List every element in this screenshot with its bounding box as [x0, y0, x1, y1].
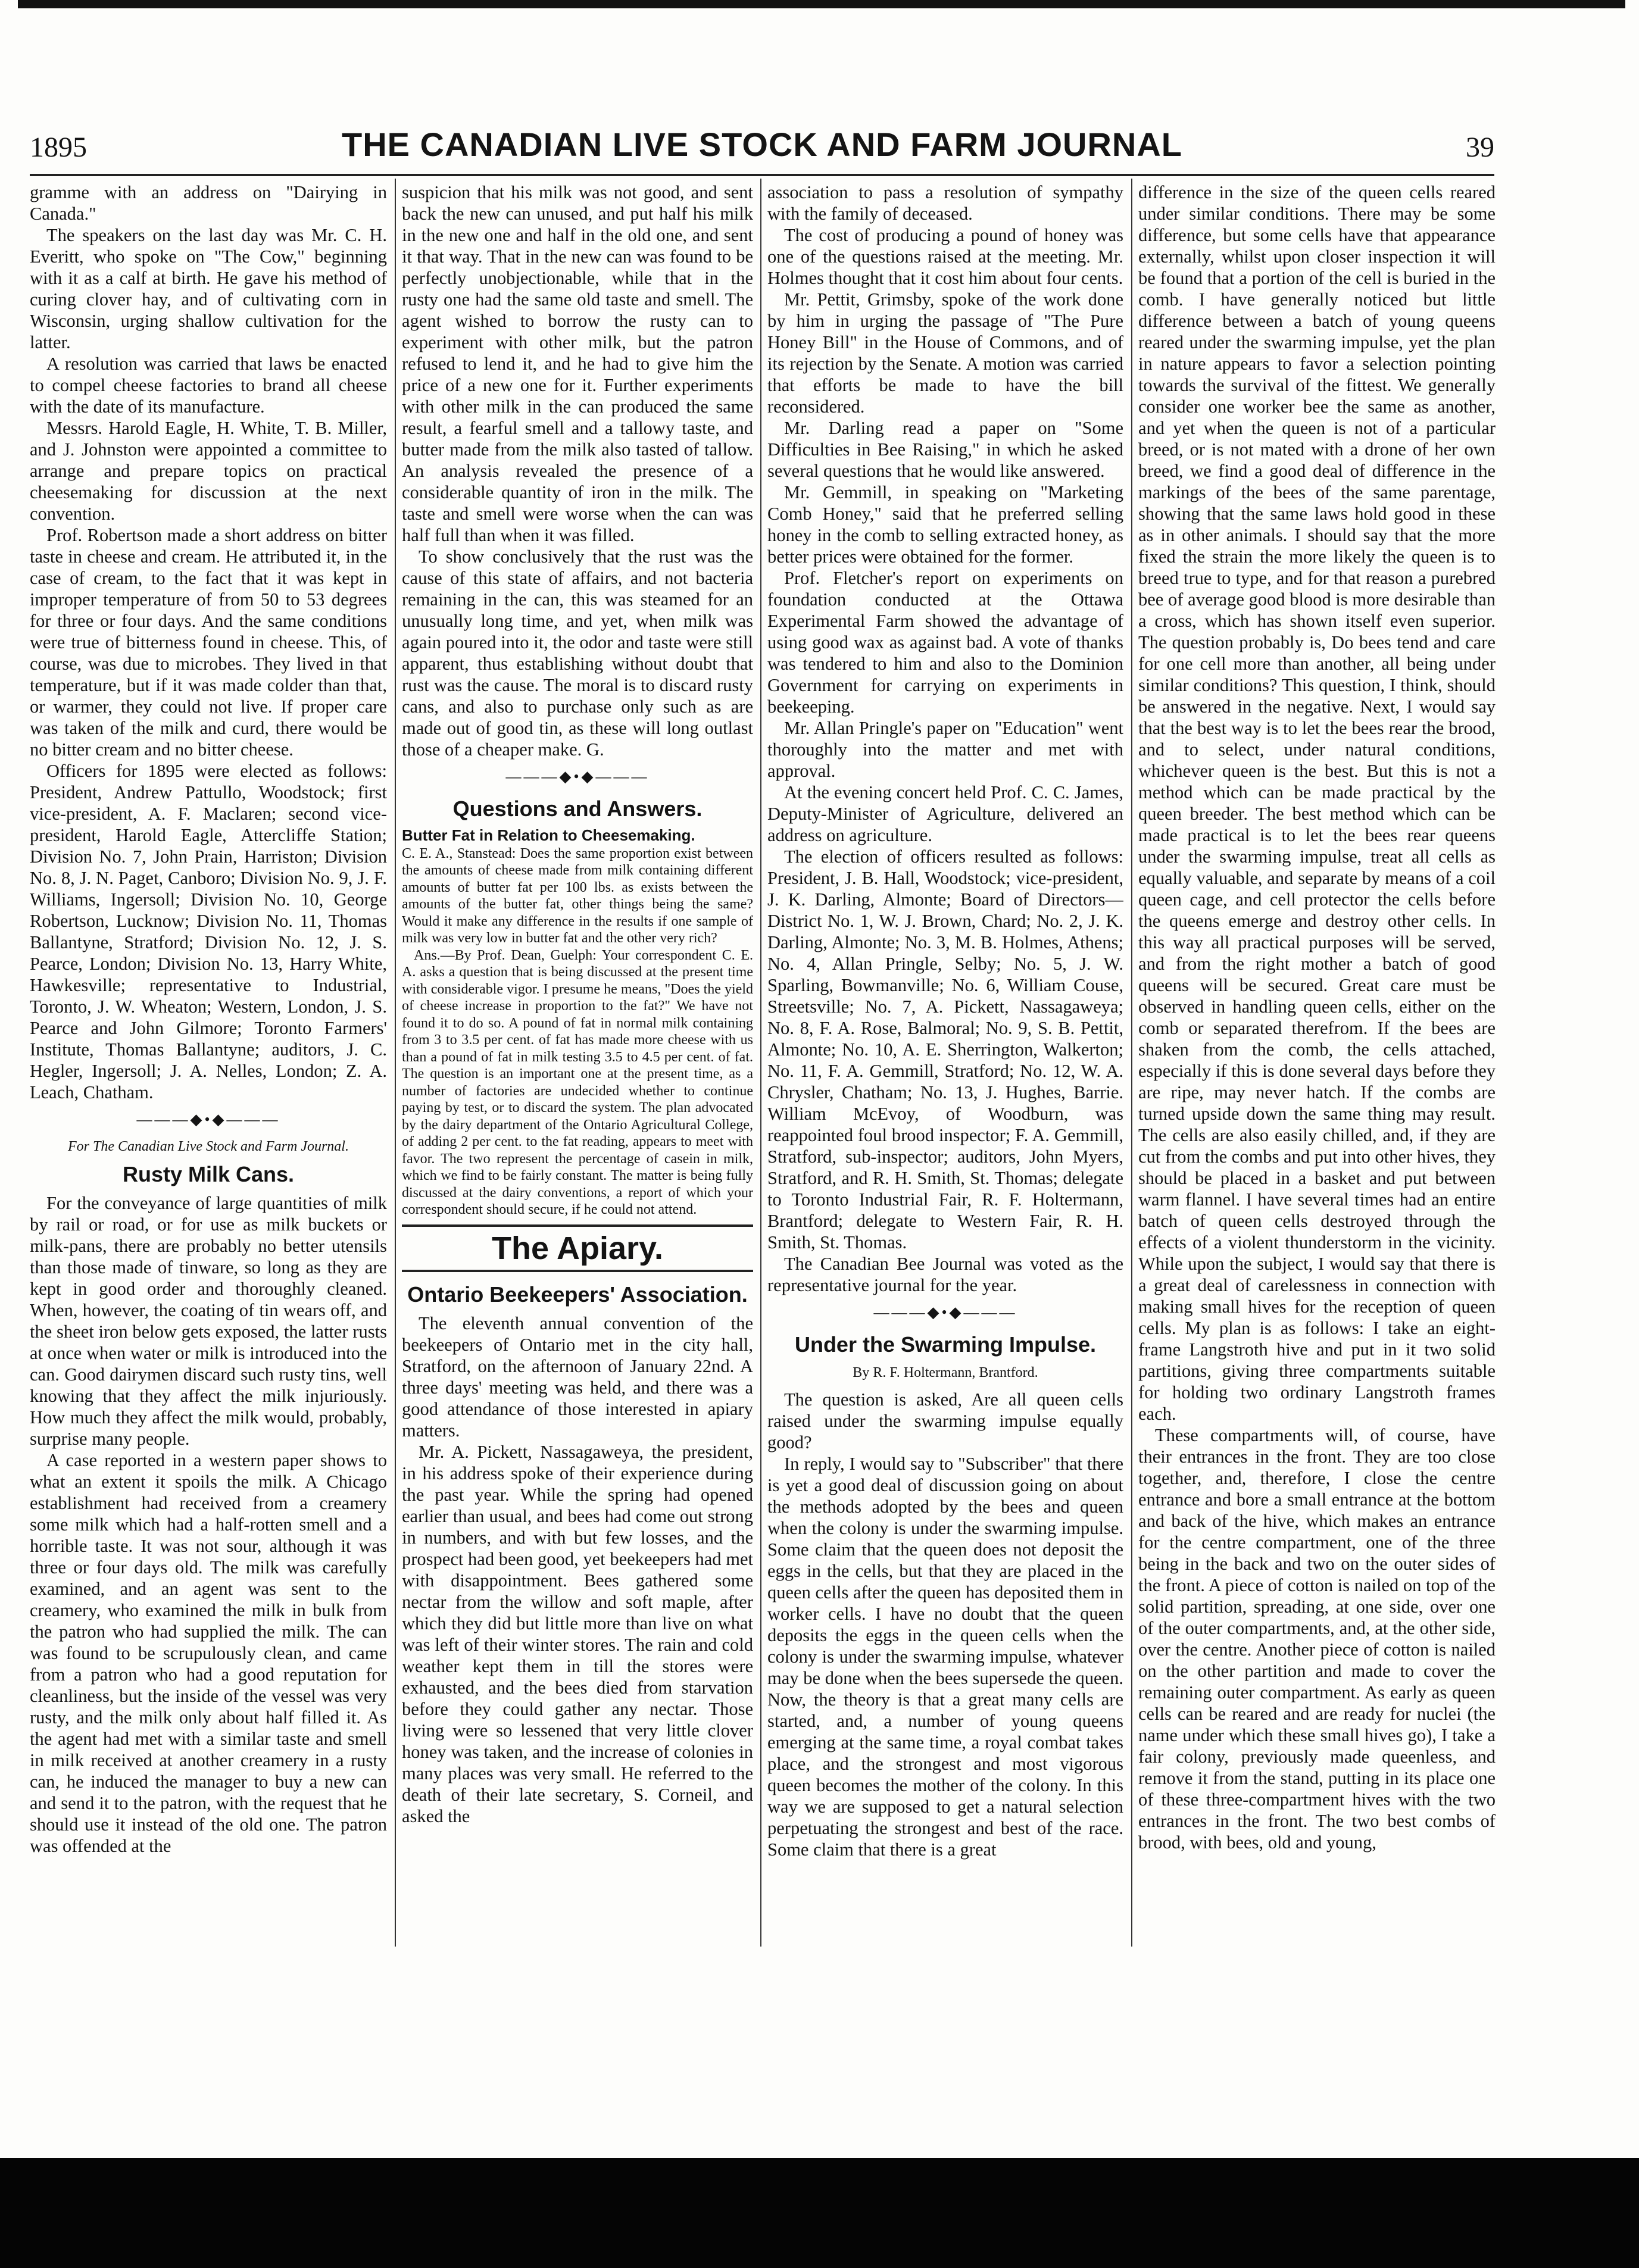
column-divider	[395, 179, 396, 1947]
article-title-rusty-milk-cans: Rusty Milk Cans.	[122, 1162, 295, 1186]
paragraph: difference in the size of the queen cells reared under similar conditions. There may be some difference, but some cells have that appearance externally, whilst upon closer inspection it will be found that a portion of the cell is buried in the comb. I have generally noticed but little difference between a batch of young queens reared under the swarming impulse, yet the plan in nature appears to favor a selection pointing towards the survival of the fittest. We generally consider one worker bee the same as another, and yet when the queen is not of a particular breed, or is not mated with a drone of her own breed, we find a good deal of difference in the markings of the bees of the same parentage, showing that the same laws hold good in these as in other animals. I should say that the more fixed the strain the more likely the queen is to breed true to type, and for that reason a purebred bee of average good blood is more desirable than a cross, which has shown itself even superior. The question probably is, Do bees tend and care for one cell more than another, all being under similar conditions? This question, I think, should be answered in the negative. Next, I would say that the best way is to let the bees rear the brood, and to select, under natural conditions, whichever queen is the best. But this is not a method which can be made practical by the queen breeder. The best method which can be made practical is to let the bees rear queens under the swarming impulse, treat all cells as equally valuable, and separate by means of a coil queen cage, and cell protector the cells before the queens emerge and destroy other cells. In this way all practical purposes will be served, and from the right mother a batch of good queens will be secured. Great care must be observed in handling queen cells, either on the comb or separated therefrom. If the bees are shaken from the comb, the cells attached, especially if this is done several days before they are ripe, may never hatch. If the combs are turned upside down the same thing may result. The cells are also easily chilled, and, if they are cut from the combs and put into other hives, they should be placed in a basket and put between warm flannel. I have several times had an entire batch of queen cells destroyed through the effects of a violent thunderstorm in the vicinity. While upon the subject, I would say that there is a great deal of carelessness in connection with making small hives for the reception of queen cells. My plan is as follows: I take an eight-frame Langstroth hive and put in it two solid partitions, giving three compartments suitable for holding two ordinary Langstroth frames each.	[1138, 182, 1496, 1424]
column-divider	[760, 179, 761, 1947]
paragraph: In reply, I would say to "Subscriber" that there is yet a good deal of discussion going on about the methods adopted by the bees and queen when the colony is under the swarming impulse. Some claim that the queen does not deposit the eggs in the cells, but that they are placed in the queen cells after the queen has deposited them in worker cells. I have no doubt that the queen deposits the eggs in the queen cells when the colony is under the swarming impulse, whatever may be done when the bees supersede the queen. Now, the theory is that a great many cells are started, and, a number of young queens emerging at the same time, a royal combat takes place, and the strongest and most vigorous queen becomes the mother of the colony. In this way we are supposed to get a natural selection perpetuating the strongest and best of the race. Some claim that there is a great	[767, 1454, 1123, 1860]
paragraph: Mr. Pettit, Grimsby, spoke of the work done by him in urging the passage of "The Pure Honey Bill" in the House of Commons, and of its rejection by the Senate. A motion was carried that efforts be made to have the bill reconsidered.	[767, 289, 1123, 417]
paragraph: The election of officers resulted as follows: President, J. B. Hall, Woodstock; vice-president, J. K. Darling, Almonte; Board of Directors—District No. 1, W. J. Brown, Chard; No. 2, J. K. Darling, Almonte; No. 3, M. B. Holmes, Athens; No. 4, Allan Pringle, Selby; No. 5, J. W. Sparling, Bowmanville; No. 6, William Couse, Streetsville; No. 7, A. Pickett, Nassagaweya; No. 8, F. A. Rose, Balmoral; No. 9, S. B. Pettit, Almonte; No. 10, A. E. Sherrington, Walkerton; No. 11, F. A. Gemmill, Stratford; No. 12, W. A. Chrysler, Chatham; No. 13, J. Hughes, Barrie. William McEvoy, of Woodburn, was reappointed foul brood inspector; F. A. Gemmill, Stratford, sub-inspector; auditors, John Myers, Stratford, and R. H. Smith, St. Thomas; delegate to Toronto Industrial Fair, R. F. Holtermann, Brantford; delegate to Western Fair, R. H. Smith, St. Thomas.	[767, 846, 1123, 1252]
paragraph: Messrs. Harold Eagle, H. White, T. B. Miller, and J. Johnston were appointed a committee to arrange and prepare topics on practical cheesemaking for discussion at the next convention.	[30, 418, 387, 524]
section-ornament: ———◆•◆———	[873, 1304, 1017, 1321]
column-3	[767, 182, 1123, 1944]
paragraph: For the conveyance of large quantities of milk by rail or road, or for use as milk buckets or milk-pans, there are probably no better utensils than those made of tinware, so long as they are kept in good order and thoroughly cleaned. When, however, the coating of tin wears off, and the sheet iron below gets exposed, the latter rusts at once when water or milk is introduced into the can. Good dairymen discard such rusty tins, well knowing that they affect the milk injuriously. How much they affect the milk would, probably, surprise many people.	[30, 1193, 387, 1449]
section-ornament: ———◆•◆———	[505, 768, 650, 785]
question-title: Butter Fat in Relation to Cheesemaking.	[402, 826, 695, 844]
column-divider	[1131, 179, 1132, 1947]
paragraph: The eleventh annual convention of the beekeepers of Ontario met in the city hall, Stratford, on the afternoon of January 22nd. A three days' meeting was held, and there was a good attendance of those interested in apiary matters.	[402, 1313, 753, 1441]
column-2	[402, 182, 753, 1944]
paragraph: Mr. Darling read a paper on "Some Difficulties in Bee Raising," in which he asked several questions that he would like answered.	[767, 418, 1123, 481]
paragraph: To show conclusively that the rust was the cause of this state of affairs, and not bacteria remaining in the can, this was steamed for an unusually long time, and yet, when milk was again poured into it, the odor and taste were still apparent, thus establishing without doubt that rust was the cause. The moral is to discard rusty cans, and also to purchase only such as are made out of good tin, as these will long outlast those of a cheaper make. G.	[402, 546, 753, 760]
column-4	[1138, 182, 1496, 1944]
section-title-questions-answers: Questions and Answers.	[452, 796, 703, 821]
paragraph: The speakers on the last day was Mr. C. H. Everitt, who spoke on "The Cow," beginning with it as a calf at birth. He gave his method of curing clover hay, and of cultivating corn in Wisconsin, urging shallow cultivation for the latter.	[30, 225, 387, 352]
paragraph: A resolution was carried that laws be enacted to compel cheese factories to brand all cheese with the date of its manufacture.	[30, 354, 387, 417]
paragraph: Mr. Allan Pringle's paper on "Education" went thoroughly into the matter and met with approval.	[767, 718, 1123, 781]
paragraph: Prof. Fletcher's report on experiments on foundation conducted at the Ottawa Experimental Farm showed the advantage of using good wax as against bad. A vote of thanks was tendered to him and also to the Dominion Government for carrying on experiments in beekeeping.	[767, 568, 1123, 717]
column-1	[30, 182, 387, 1944]
answer-text: Ans.—By Prof. Dean, Guelph: Your correspondent C. E. A. asks a question that is being discussed at the present time with considerable vigor. I presume he means, "Does the yield of cheese increase in proportion to the fat?" We have not found it to do so. A pound of fat in normal milk containing from 3 to 3.5 per cent. of fat has made more cheese with us than a pound of fat in milk testing 3.5 to 4.5 per cent. of fat. The question is an important one at the present time, as a number of factories are undecided whether to continue paying by test, or to discard the system. The plan advocated by the dairy department of the Ontario Agricultural College, of adding 2 per cent. to the fat reading, appears to meet with favor. The two represent the percentage of casein in milk, which we find to be fairly constant. The matter is being fully discussed at the dairy conventions, a report of which your correspondent should secure, if he could not attend.	[402, 947, 753, 1217]
page-number: 39	[1466, 132, 1494, 163]
paragraph: These compartments will, of course, have their entrances in the front. They are too close together, and, therefore, I close the centre entrance and bore a small entrance at the bottom and back of the hive, which makes an entrance for the centre compartment, one of the three being in the back and two on the outer sides of the front. A piece of cotton is nailed on top of the solid partition, spreading, at one side, over one of the outer compartments, and, at the other side, over the centre. Another piece of cotton is nailed on the other partition and made to cover the remaining outer compartment. As early as queen cells can be reared and are ready for nuclei (the name under which these small hives go), I take a fair colony, previously made queenless, and remove it from the stand, putting in its place one of these three-compartment hives with the two entrances in the front. The two best combs of brood, with bees, old and young,	[1138, 1425, 1496, 1852]
article-title-beekeepers: Ontario Beekeepers' Association.	[407, 1282, 748, 1307]
article-title-swarming-impulse: Under the Swarming Impulse.	[794, 1332, 1097, 1357]
attribution-line: For The Canadian Live Stock and Farm Journal.	[68, 1139, 349, 1154]
section-ornament: ———◆•◆———	[136, 1111, 280, 1128]
paragraph: The cost of producing a pound of honey was one of the questions raised at the meeting. Mr. Holmes thought that it cost him about four cents.	[767, 225, 1123, 288]
question-text: C. E. A., Stanstead: Does the same proportion exist between the amounts of cheese made from milk containing different amounts of butter fat per 100 lbs. as exists between the amounts of the butter fat, other things being the same? Would it make any difference in the results if one sample of milk was very low in butter fat and the other very rich?	[402, 845, 753, 946]
top-border-rule	[18, 0, 1625, 8]
paragraph: association to pass a resolution of sympathy with the family of deceased.	[767, 182, 1123, 224]
paragraph: The Canadian Bee Journal was voted as the representative journal for the year.	[767, 1254, 1123, 1295]
header-rule	[30, 174, 1494, 176]
header-year: 1895	[30, 132, 87, 163]
qa-block	[402, 827, 753, 1219]
paragraph: The question is asked, Are all queen cells raised under the swarming impulse equally good?	[767, 1389, 1123, 1452]
paragraph: A case reported in a western paper shows to what an extent it spoils the milk. A Chicago establishment had received from a creamery some milk which had a half-rotten smell and a horrible taste. It was not sour, although it was three or four days old. The milk was carefully examined, and an agent was sent to the creamery, who examined the milk in bulk from the patron who had supplied the milk. The can was found to be scrupulously clean, and came from a patron who had a good reputation for cleanliness, but the inside of the vessel was very rusty, and the milk only about half filled it. As the agent had met with a similar taste and smell in milk received at another creamery in a rusty can, he induced the manager to buy a new can and send it to the patron, with the request that he should use it instead of the old one. The patron was offended at the	[30, 1450, 387, 1856]
byline: By R. F. Holtermann, Brantford.	[853, 1365, 1038, 1380]
paragraph: suspicion that his milk was not good, and sent back the new can unused, and put half his milk in the new one and half in the old one, and sent it that way. That in the new can was found to be perfectly unobjectionable, while that in the rusty one had the same old taste and smell. The agent wished to borrow the rusty can to experiment with other milk, but the patron refused to lend it, and he had to give him the price of a new one for it. Further experiments with other milk in the can produced the same result, a fearful smell and a tallowy taste, and butter made from the milk also tasted of tallow. An analysis revealed the presence of a considerable quantity of iron in the milk. The taste and smell were worse when the can was half full than when it was filled.	[402, 182, 753, 545]
paragraph: At the evening concert held Prof. C. C. James, Deputy-Minister of Agriculture, delivered an address on agriculture.	[767, 782, 1123, 845]
paragraph: Prof. Robertson made a short address on bitter taste in cheese and cream. He attributed it, in the case of cream, to the fact that it was kept in improper temperature of from 50 to 53 degrees for three or four days. And the same conditions were true of bitterness found in cheese. This, of course, was due to microbes. They lived in that temperature, but if it was made colder than that, or warmer, they could not live. If proper care was taken of the milk and curd, there would be no bitter cream and no bitter cheese.	[30, 525, 387, 760]
paragraph: Officers for 1895 were elected as follows: President, Andrew Pattullo, Woodstock; first vice-president, A. F. Maclaren; second vice-president, Harold Eagle, Attercliffe Station; Division No. 7, John Prain, Harriston; Division No. 8, J. N. Paget, Canboro; Division No. 9, J. F. Williams, Ingersoll; Division No. 10, George Robertson, Lucknow; Division No. 11, Thomas Ballantyne, Stratford; Division No. 12, J. S. Pearce, London; Division No. 13, Harry White, Hawkesville; representative to Industrial, Toronto, J. W. Wheaton; Western, London, J. S. Pearce and John Gilmore; Toronto Farmers' Institute, Thomas Ballantyne; auditors, J. C. Hegler, Ingersoll; J. A. Nelles, London; Z. A. Leach, Chatham.	[30, 761, 387, 1102]
paragraph: gramme with an address on "Dairying in Canada."	[30, 182, 387, 224]
journal-title: THE CANADIAN LIVE STOCK AND FARM JOURNAL	[341, 126, 1183, 163]
paragraph: Mr. A. Pickett, Nassagaweya, the president, in his address spoke of their experience during the past year. While the spring had opened earlier than usual, and bees had come out strong in numbers, and with but few losses, and the prospect had been good, yet beekeepers had met with disappointment. Bees gathered some nectar from the willow and soft maple, after which they did but little more than live on what was left of their winter stores. The rain and cold weather kept them in till the stores were exhausted, and the bees died from starvation before they could gather any nectar. Those living were so lessened that very little clover honey was taken, and the increase of colonies in many places was very small. He referred to the death of their late secretary, S. Corneil, and asked the	[402, 1441, 753, 1826]
paragraph: Mr. Gemmill, in speaking on "Marketing Comb Honey," said that he preferred selling honey in the comb to selling extracted honey, as better prices were obtained for the former.	[767, 482, 1123, 567]
scan-footer-band	[0, 2158, 1639, 2268]
section-title-apiary: The Apiary.	[402, 1224, 753, 1272]
